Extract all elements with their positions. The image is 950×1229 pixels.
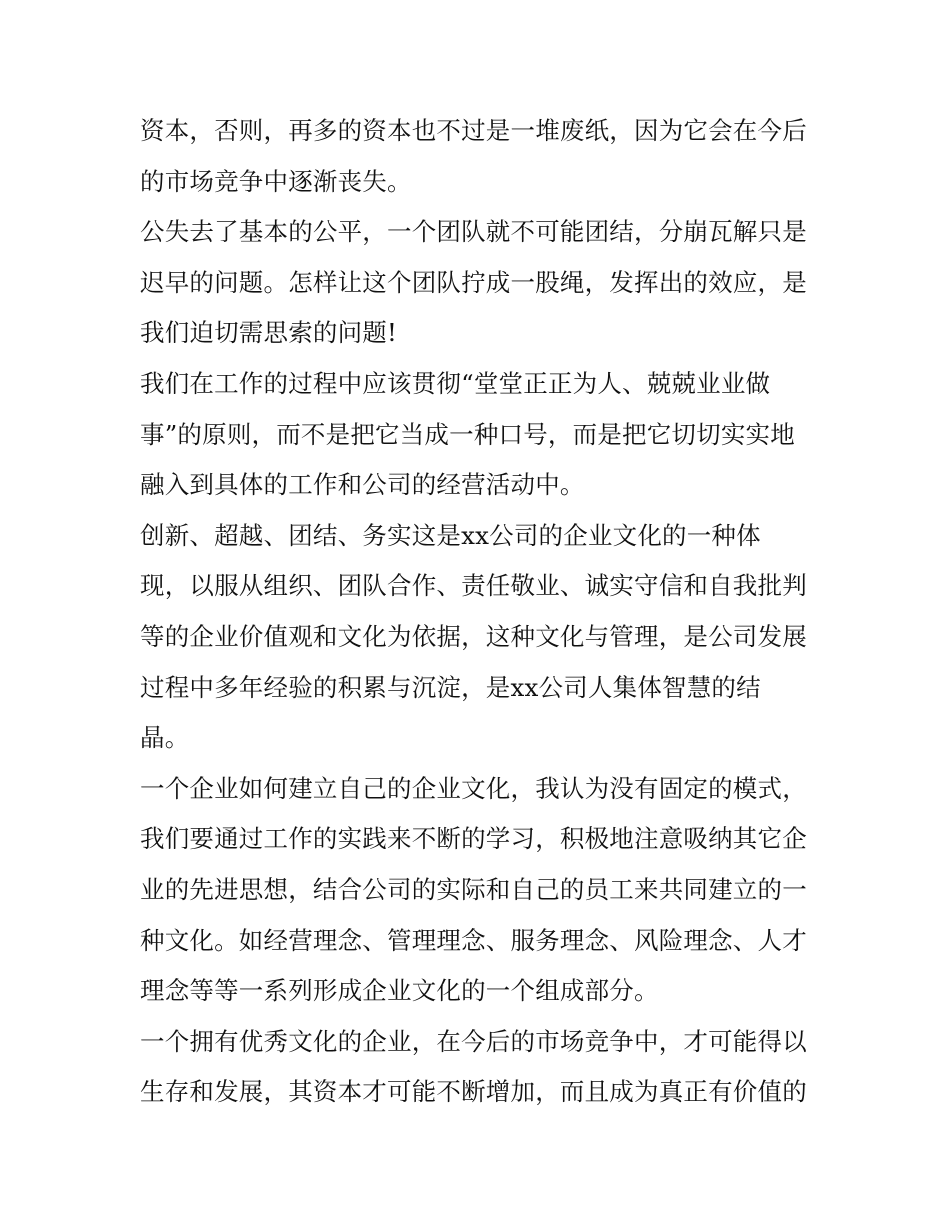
text-line: 我们迫切需思索的问题!	[140, 318, 398, 348]
text-line: 事”的原则，而不是把它当成一种口号，而是把它切切实实地	[140, 419, 795, 449]
text-line: 迟早的问题。怎样让这个团队拧成一股绳，发挥出的效应，是	[140, 267, 807, 297]
text-line: 现，以服从组织、团队合作、责任敬业、诚实守信和自我批判	[140, 571, 807, 601]
text-line: 我们要通过工作的实践来不断的学习，积极地注意吸纳其它企	[140, 824, 807, 854]
text-line: 种文化。如经营理念、管理理念、服务理念、风险理念、人才	[140, 925, 807, 955]
text-line: 生存和发展，其资本才可能不断增加，而且成为真正有价值的	[140, 1077, 807, 1107]
text-line: 晶。	[140, 723, 190, 753]
text-line: 我们在工作的过程中应该贯彻“堂堂正正为人、兢兢业业做	[140, 368, 771, 398]
text-line: 过程中多年经验的积累与沉淀，是xx公司人集体智慧的结	[140, 672, 761, 702]
text-line: 融入到具体的工作和公司的经营活动中。	[140, 470, 585, 500]
text-line: 理念等等一系列形成企业文化的一个组成部分。	[140, 976, 659, 1006]
text-line: 一个企业如何建立自己的企业文化，我认为没有固定的模式，	[140, 773, 807, 803]
text-line: 创新、超越、团结、务实这是xx公司的企业文化的一种体	[140, 520, 761, 550]
text-line: 公失去了基本的公平，一个团队就不可能团结，分崩瓦解只是	[140, 217, 807, 247]
text-line: 等的企业价值观和文化为依据，这种文化与管理，是公司发展	[140, 621, 807, 651]
text-line: 一个拥有优秀文化的企业，在今后的市场竞争中，才可能得以	[140, 1026, 807, 1056]
text-line: 业的先进思想，结合公司的实际和自己的员工来共同建立的一	[140, 874, 807, 904]
document-body	[140, 106, 820, 1118]
text-line: 资本，否则，再多的资本也不过是一堆废纸，因为它会在今后	[140, 116, 807, 145]
text-line: 的市场竞争中逐渐丧失。	[140, 166, 412, 196]
